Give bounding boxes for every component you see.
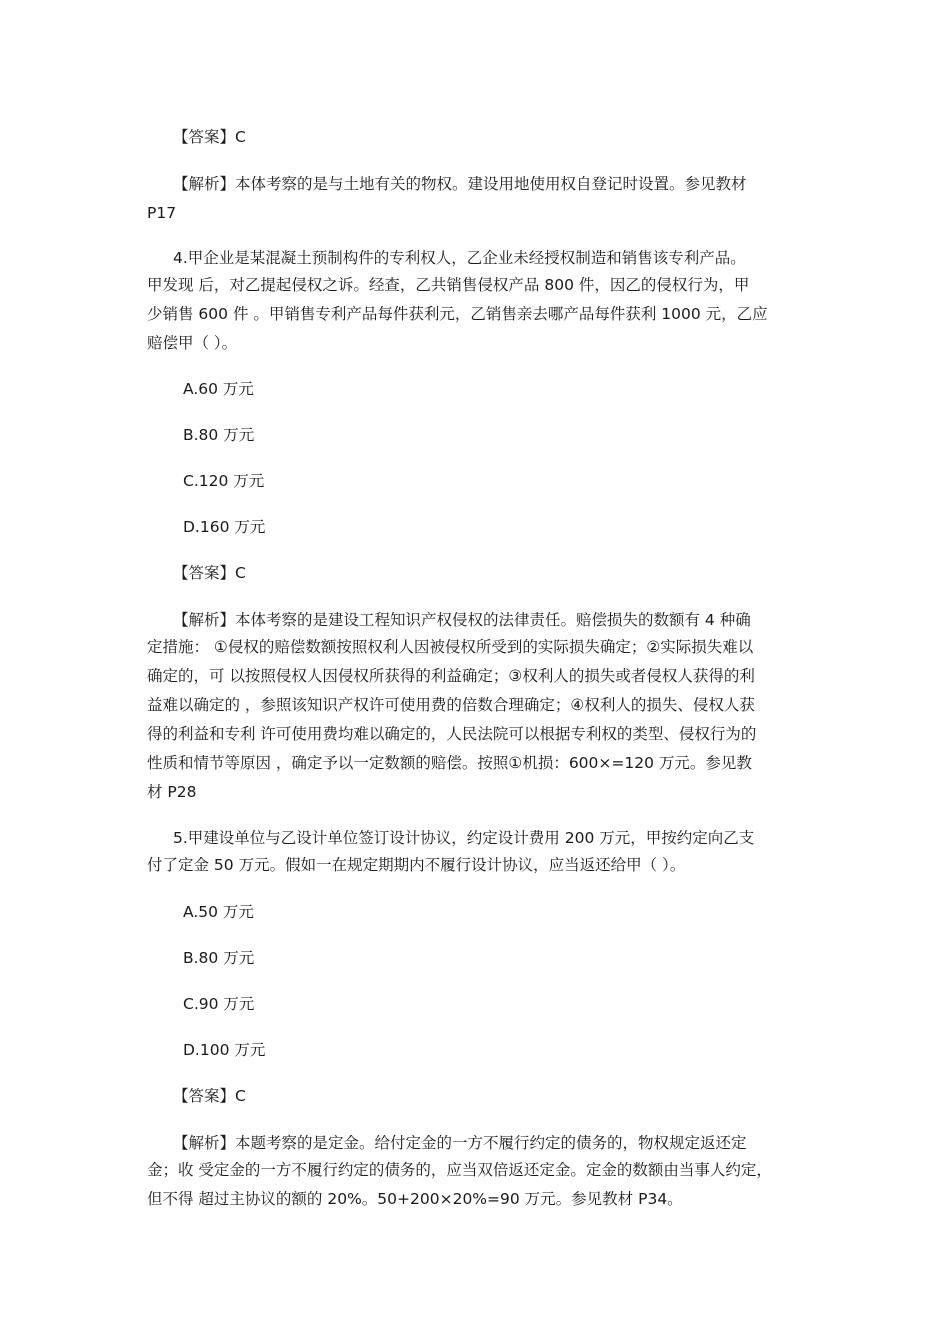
- question-5-option-a: A.50 万元: [183, 903, 254, 921]
- question-5-option-b: B.80 万元: [183, 949, 255, 967]
- analysis-q3-line: P17: [147, 204, 177, 222]
- analysis-q4-line: 【解析】本体考察的是建设工程知识产权侵权的法律责任。赔偿损失的数额有 4 种确: [173, 611, 751, 629]
- analysis-q5-line: 但不得 超过主协议的额的 20%。50+200×20%=90 万元。参见教材 P34。: [147, 1190, 683, 1208]
- question-4-stem-line: 少销售 600 件 。甲销售专利产品每件获利元，乙销售亲去哪产品每件获利 1000 元，乙应: [147, 305, 768, 323]
- analysis-q4-line: 益难以确定的 ，参照该知识产权许可使用费的倍数合理确定；④权利人的损失、侵权人获: [147, 696, 755, 714]
- question-5-stem-line: 5.甲建设单位与乙设计单位签订设计协议，约定设计费用 200 万元，甲按约定向乙支: [173, 829, 755, 847]
- question-5-stem-line: 付了定金 50 万元。假如一在规定期期内不履行设计协议，应当返还给甲（ ）。: [147, 856, 686, 874]
- analysis-q4-line: 材 P28: [147, 783, 197, 801]
- question-5-option-d: D.100 万元: [183, 1041, 266, 1059]
- question-4-option-b: B.80 万元: [183, 426, 255, 444]
- answer-q3: 【答案】C: [173, 128, 246, 146]
- question-4-option-c: C.120 万元: [183, 472, 265, 490]
- analysis-q4-line: 性质和情节等原因 ，确定予以一定数额的赔偿。按照①机损：600×=120 万元。参见教: [147, 754, 752, 772]
- analysis-q3-line: 【解析】本体考察的是与土地有关的物权。建设用地使用权自登记时设置。参见教材: [173, 175, 747, 193]
- question-5-option-c: C.90 万元: [183, 995, 255, 1013]
- question-4-option-d: D.160 万元: [183, 518, 266, 536]
- analysis-q4-line: 定措施： ①侵权的赔偿数额按照权利人因被侵权所受到的实际损失确定；②实际损失难以: [147, 638, 754, 656]
- question-4-stem-line: 赔偿甲（ ）。: [147, 334, 238, 352]
- question-4-stem-line: 4.甲企业是某混凝土预制构件的专利权人，乙企业未经授权制造和销售该专利产品。: [173, 249, 746, 267]
- answer-q4: 【答案】C: [173, 564, 246, 582]
- question-4-stem-line: 甲发现 后，对乙提起侵权之诉。经查，乙共销售侵权产品 800 件，因乙的侵权行为，甲: [147, 276, 750, 294]
- analysis-q4-line: 得的利益和专利 许可使用费均难以确定的，人民法院可以根据专利权的类型、侵权行为的: [147, 725, 757, 743]
- analysis-q5-line: 金；收 受定金的一方不履行约定的债务的，应当双倍返还定金。定金的数额由当事人约定，: [147, 1161, 772, 1179]
- question-4-option-a: A.60 万元: [183, 380, 254, 398]
- analysis-q4-line: 确定的，可 以按照侵权人因侵权所获得的利益确定；③权利人的损失或者侵权人获得的利: [147, 667, 755, 685]
- answer-q5: 【答案】C: [173, 1087, 246, 1105]
- analysis-q5-line: 【解析】本题考察的是定金。给付定金的一方不履行约定的债务的，物权规定返还定: [173, 1134, 747, 1152]
